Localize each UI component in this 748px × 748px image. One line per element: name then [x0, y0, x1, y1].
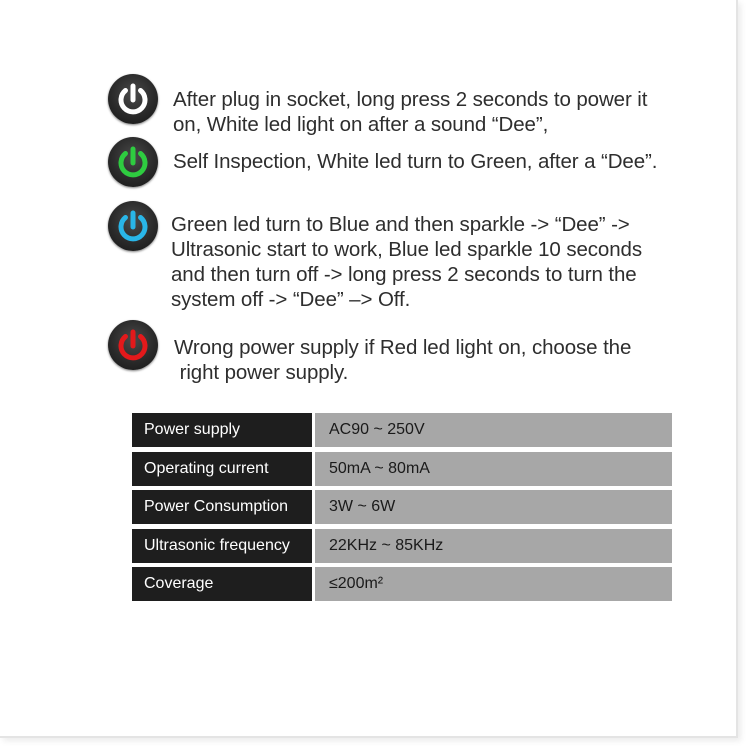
spec-value: AC90 ~ 250V — [315, 413, 672, 447]
step-2-text — [173, 149, 657, 174]
step-1-line-1: After plug in socket, long press 2 seconds to power it — [173, 88, 648, 111]
power-icon-red — [108, 320, 158, 370]
spec-label: Operating current — [132, 452, 312, 486]
step-3-line-1: Green led turn to Blue and then sparkle -> “Dee” -> — [171, 213, 630, 236]
power-icon-green — [108, 137, 158, 187]
spec-label: Ultrasonic frequency — [132, 529, 312, 563]
spec-label: Power Consumption — [132, 490, 312, 524]
step-2-line-1: Self Inspection, White led turn to Green, after a “Dee”. — [173, 150, 658, 173]
power-icon-white — [108, 74, 158, 124]
step-3-line-2: Ultrasonic start to work, Blue led sparkle 10 seconds — [171, 238, 642, 261]
step-4-line-1: Wrong power supply if Red led light on, choose the — [174, 336, 632, 359]
spec-value: 22KHz ~ 85KHz — [315, 529, 672, 563]
step-3-line-4: system off -> “Dee” –> Off. — [171, 288, 411, 311]
spec-label: Power supply — [132, 413, 312, 447]
step-1-text — [173, 87, 647, 137]
step-4-line-2: right power supply. — [174, 361, 349, 384]
step-1-line-2: on, White led light on after a sound “Dee”, — [173, 113, 549, 136]
spec-label: Coverage — [132, 567, 312, 601]
step-3-text — [171, 212, 642, 312]
step-4-text — [174, 335, 631, 385]
spec-value: 50mA ~ 80mA — [315, 452, 672, 486]
spec-value: ≤200m² — [315, 567, 672, 601]
spec-value: 3W ~ 6W — [315, 490, 672, 524]
step-3-line-3: and then turn off -> long press 2 seconds to turn the — [171, 263, 637, 286]
power-icon-blue — [108, 201, 158, 251]
